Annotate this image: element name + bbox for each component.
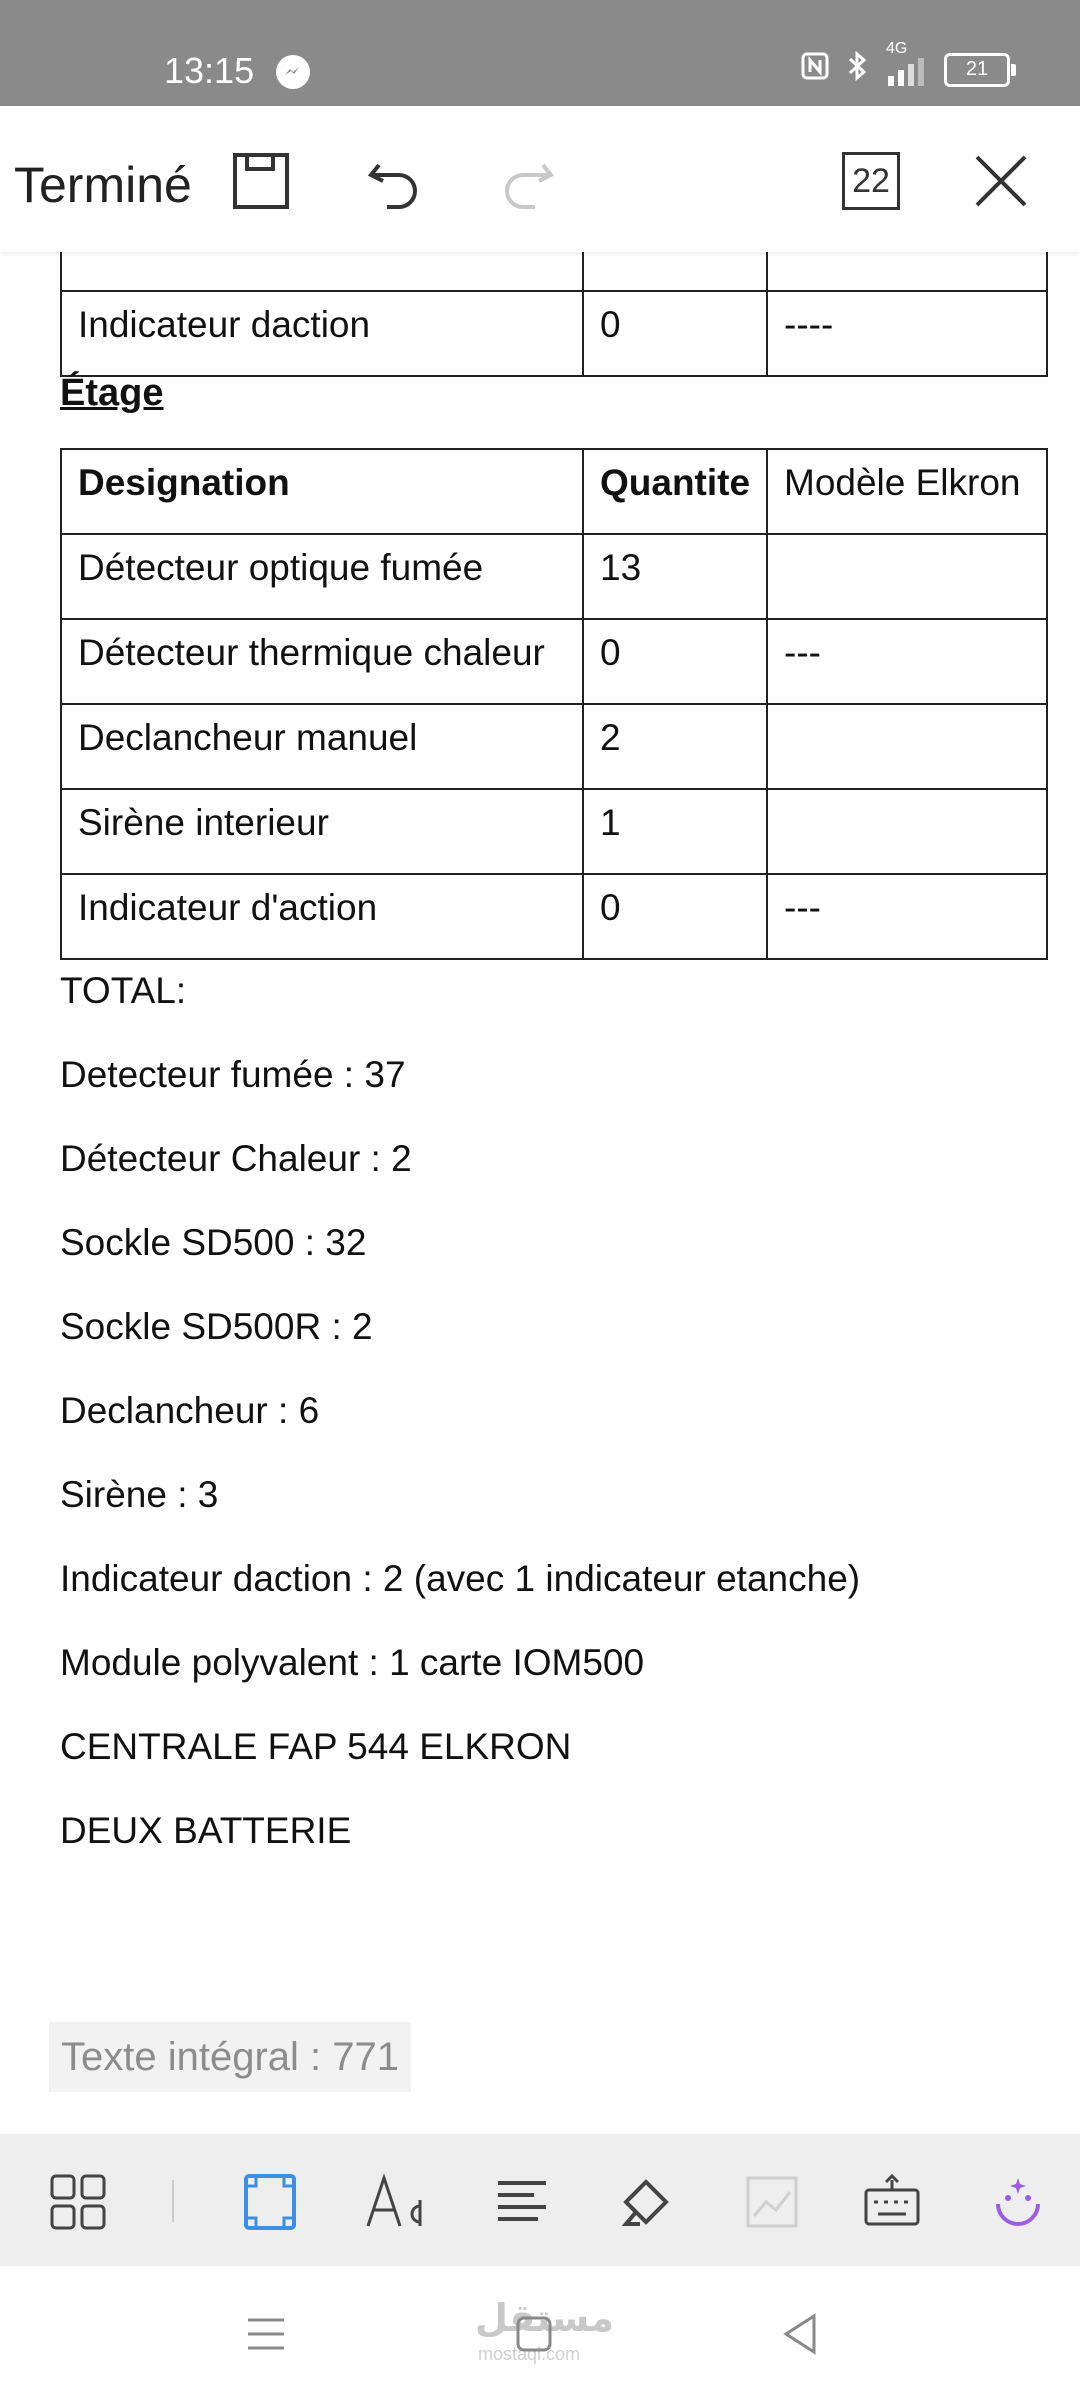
table-cell: 13 — [583, 534, 767, 619]
table-cell: Sirène interieur — [61, 789, 583, 874]
page-count-indicator[interactable]: 22 — [842, 152, 900, 210]
editor-toolbar — [0, 106, 1080, 252]
table-cell: 2 — [583, 704, 767, 789]
table-row — [61, 874, 1047, 959]
table-row — [61, 534, 1047, 619]
status-icons — [800, 39, 1010, 89]
network-type: 4G — [886, 39, 908, 57]
table-row — [61, 252, 1047, 291]
table-row — [61, 619, 1047, 704]
table-header: Modèle Elkron — [767, 449, 1047, 534]
align-icon[interactable] — [490, 2170, 554, 2234]
status-time: 13:15 — [164, 50, 255, 91]
done-button[interactable]: Terminé — [14, 157, 192, 213]
equipment-table — [60, 448, 1048, 960]
keyboard-icon[interactable] — [860, 2170, 924, 2234]
total-line: DEUX BATTERIE — [60, 1810, 352, 1851]
partial-table — [60, 252, 1048, 377]
back-nav-icon[interactable] — [772, 2306, 828, 2362]
close-icon[interactable] — [966, 146, 1036, 216]
status-bar — [0, 0, 1080, 106]
select-frame-icon[interactable] — [238, 2170, 302, 2234]
table-cell: Détecteur optique fumée — [61, 534, 583, 619]
grid-icon[interactable] — [46, 2170, 110, 2234]
undo-icon[interactable] — [360, 146, 430, 216]
table-cell — [767, 789, 1047, 874]
total-line: Sockle SD500 : 32 — [60, 1222, 367, 1263]
redo-icon[interactable] — [492, 146, 562, 216]
bottom-toolbar — [0, 2134, 1080, 2266]
total-line: Declancheur : 6 — [60, 1390, 320, 1431]
table-cell: 0 — [583, 619, 767, 704]
save-icon[interactable] — [226, 146, 296, 216]
total-line: Détecteur Chaleur : 2 — [60, 1138, 412, 1179]
table-cell — [767, 704, 1047, 789]
highlighter-icon[interactable] — [614, 2170, 678, 2234]
section-heading: Étage — [60, 372, 164, 414]
table-row — [61, 789, 1047, 874]
table-cell: 0 — [583, 291, 767, 376]
table-header: Designation — [61, 449, 583, 534]
table-header-row — [61, 449, 1047, 534]
table-cell: 0 — [583, 874, 767, 959]
word-count-badge: Texte intégral : 771 — [49, 2022, 411, 2092]
watermark-text: مستقل — [475, 2298, 614, 2340]
bluetooth-icon — [844, 50, 872, 89]
table-cell: Indicateur d'action — [61, 874, 583, 959]
table-row — [61, 291, 1047, 376]
total-line: Detecteur fumée : 37 — [60, 1054, 406, 1095]
home-nav-icon[interactable] — [506, 2306, 562, 2362]
total-line: CENTRALE FAP 544 ELKRON — [60, 1726, 572, 1767]
watermark-subtext: mostaql.com — [478, 2344, 581, 2364]
total-line: Module polyvalent : 1 carte IOM500 — [60, 1642, 645, 1683]
menu-nav-icon[interactable] — [238, 2306, 294, 2362]
table-cell — [767, 534, 1047, 619]
chart-icon[interactable] — [740, 2170, 804, 2234]
table-cell: Indicateur daction — [61, 291, 583, 376]
signal-icon — [886, 39, 930, 86]
table-cell: --- — [767, 874, 1047, 959]
messenger-icon — [276, 55, 310, 89]
document-content[interactable] — [0, 252, 1080, 2132]
total-line: Indicateur daction : 2 (avec 1 indicateur etanche) — [60, 1558, 861, 1599]
table-cell: --- — [767, 619, 1047, 704]
battery-icon — [944, 53, 1010, 87]
table-cell: Détecteur thermique chaleur — [61, 619, 583, 704]
total-line: Sirène : 3 — [60, 1474, 219, 1515]
table-row — [61, 704, 1047, 789]
assistant-icon[interactable] — [986, 2170, 1050, 2234]
table-cell: 1 — [583, 789, 767, 874]
nfc-icon — [800, 51, 830, 88]
battery-level: 21 — [965, 58, 989, 80]
table-header: Quantite — [583, 449, 767, 534]
font-icon[interactable] — [364, 2170, 428, 2234]
total-heading: TOTAL: — [60, 970, 187, 1011]
total-line: Sockle SD500R : 2 — [60, 1306, 373, 1347]
toolbar-divider — [172, 2180, 174, 2222]
table-cell: ---- — [767, 291, 1047, 376]
table-cell: Declancheur manuel — [61, 704, 583, 789]
navigation-bar — [0, 2266, 1080, 2400]
